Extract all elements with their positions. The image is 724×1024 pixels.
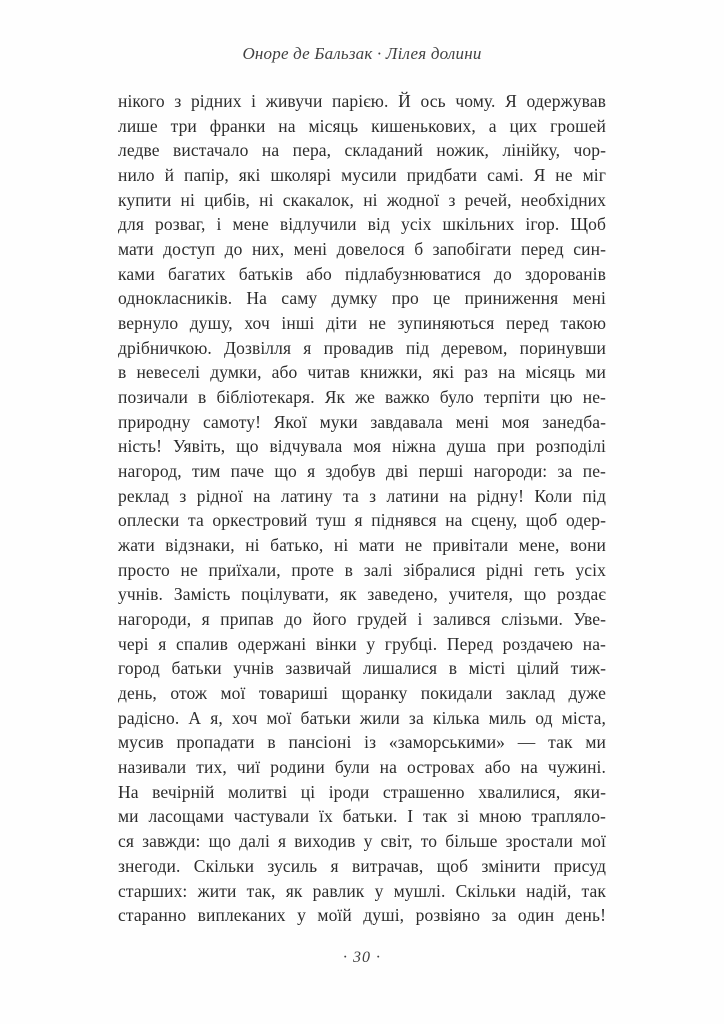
- text-line: купити ні цибів, ні скакалок, ні жодної з речей, необхідних: [118, 189, 606, 210]
- page-number: · 30 ·: [343, 949, 381, 966]
- text-line: На вечірній молитві ці іроди страшенно хвалилися, яки-: [118, 781, 606, 802]
- text-line: город батьки учнів зазвичай лишалися в місті цілий тиж-: [118, 658, 606, 679]
- text-line: природну самоту! Якої муки завдавала мені моя занедба-: [118, 411, 606, 432]
- text-line: мусив пропадати в пансіоні із «заморськими» — так ми: [118, 732, 606, 753]
- text-line: знегоди. Скільки зусиль я витрачав, щоб змінити присуд: [118, 855, 606, 876]
- text-line: ність! Уявіть, що відчувала моя ніжна душа при розподілі: [118, 436, 606, 457]
- text-line: ся завжди: що далі я виходив у світ, то більше зростали мої: [118, 831, 606, 852]
- text-line: називали тих, чиї родини були на островах або на чужині.: [118, 757, 606, 778]
- text-line: жати відзнаки, ні батько, ні мати не привітали мене, вони: [118, 535, 606, 556]
- text-line: день, отож мої товариші щоранку покидали заклад дуже: [118, 683, 606, 704]
- text-line: позичали в бібліотекаря. Як же важко було терпіти цю не-: [118, 387, 606, 408]
- text-line: мати доступ до них, мені довелося б запобігати перед син-: [118, 239, 606, 260]
- text-line: нагороди, я припав до його грудей і залився слізьми. Уве-: [118, 609, 606, 630]
- text-line: ками багатих батьків або підлабузнюватися до здорованів: [118, 263, 606, 284]
- text-line: однокласників. На саму думку про це приниження мені: [118, 288, 606, 309]
- text-line: старших: жити так, як равлик у мушлі. Скільки надій, так: [118, 880, 606, 901]
- text-line: оплески та оркестровий туш я піднявся на сцену, щоб одер-: [118, 510, 606, 531]
- text-line: нікого з рідних і живучи парією. Й ось чому. Я одержував: [118, 91, 606, 111]
- text-line: чері я спалив одержані вінки у грубці. Перед роздачею на-: [118, 633, 606, 654]
- text-line: дрібничкою. Дозвілля я провадив під деревом, поринувши: [118, 337, 606, 358]
- text-line: нагород, тим паче що я здобув дві перші нагороди: за пе-: [118, 461, 606, 482]
- text-line: реклад з рідної на латину та з латини на рідну! Коли під: [118, 485, 606, 506]
- text-line: лише три франки на місяць кишенькових, а цих грошей: [118, 115, 606, 136]
- text-line: вернуло душу, хоч інші діти не зупиняються перед такою: [118, 313, 606, 334]
- text-line: ледве вистачало на пера, складаний ножик, лінійку, чор-: [118, 140, 606, 161]
- text-line: в невеселі думки, або читав книжки, які раз на місяць ми: [118, 362, 606, 383]
- text-line: радісно. А я, хоч мої батьки жили за кілька миль од міста,: [118, 707, 606, 728]
- body-text: [118, 89, 606, 928]
- running-header: Оноре де Бальзак · Лілея долини: [242, 44, 482, 63]
- text-line: нило й папір, які школярі мусили придбати самі. Я не міг: [118, 165, 606, 186]
- text-line: ми ласощами частували їх батьки. І так зі мною трапляло-: [118, 806, 606, 827]
- text-line: старанно виплеканих у моїй душі, розвіяно за один день!: [118, 905, 606, 926]
- text-line: просто не приїхали, проте в залі зібралися рідні геть усіх: [118, 559, 606, 580]
- text-line: для розваг, і мене відлучили від усіх шкільних ігор. Щоб: [118, 214, 606, 235]
- text-line: учнів. Замість поцілувати, як заведено, учителя, що роздає: [118, 584, 606, 605]
